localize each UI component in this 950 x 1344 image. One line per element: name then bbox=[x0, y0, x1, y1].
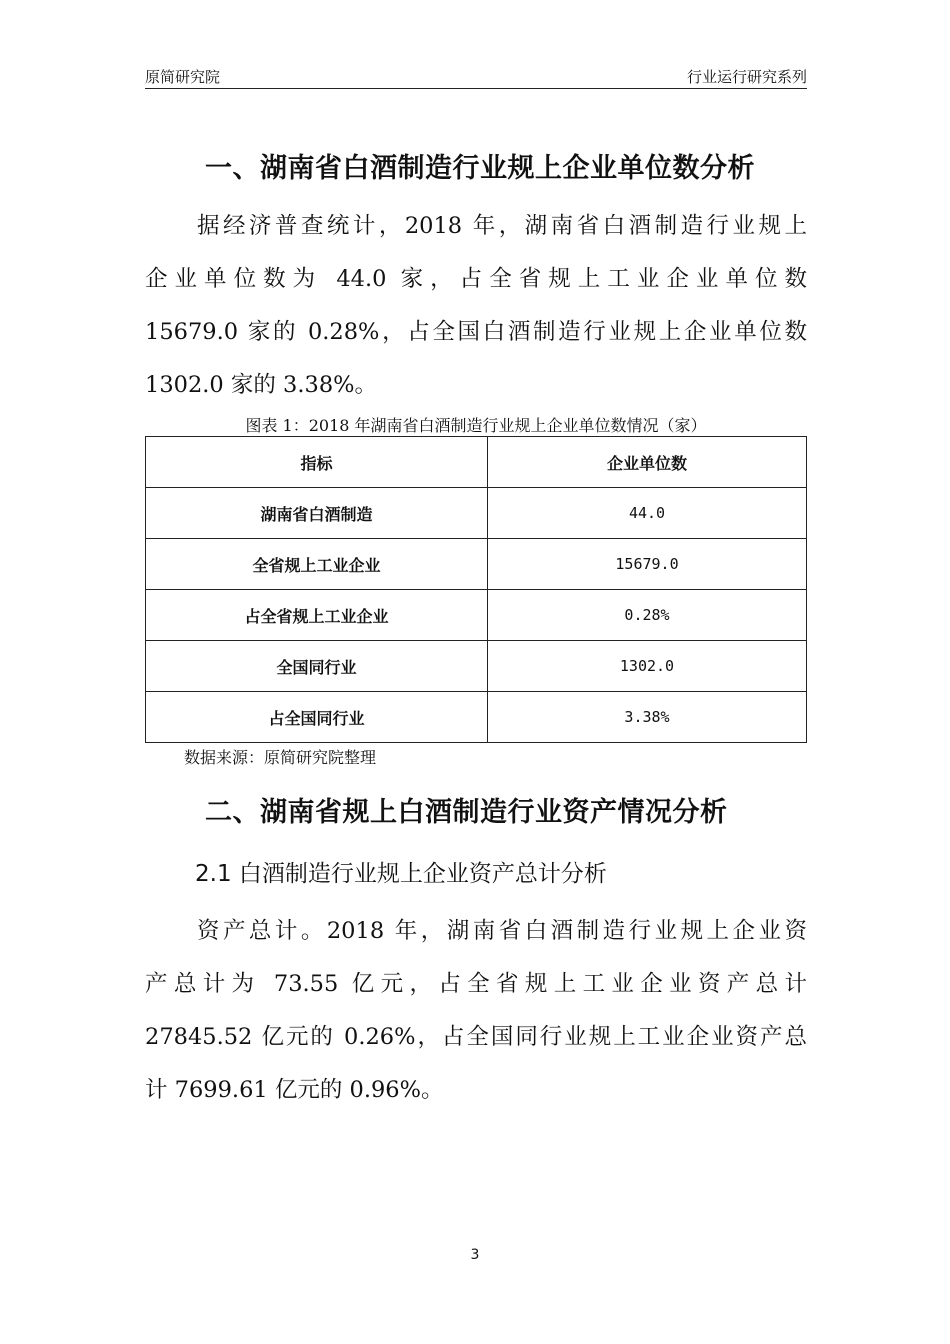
indicator-cell: 湖南省白酒制造 bbox=[146, 488, 488, 539]
column-header-count: 企业单位数 bbox=[488, 437, 807, 488]
paragraph-line: 产总计为 73.55 亿元，占全省规上工业企业资产总计 bbox=[145, 971, 807, 997]
page-number: 3 bbox=[470, 1247, 480, 1263]
header-org-name: 原简研究院 bbox=[145, 68, 221, 86]
section1-title: 一、湖南省白酒制造行业规上企业单位数分析 bbox=[205, 153, 755, 184]
paragraph-line: 企业单位数为 44.0 家，占全省规上工业企业单位数 bbox=[145, 266, 807, 292]
value-cell: 15679.0 bbox=[488, 539, 807, 590]
table-row bbox=[146, 641, 807, 692]
table-row bbox=[146, 539, 807, 590]
indicator-cell: 占全国同行业 bbox=[146, 692, 488, 743]
section2-paragraph bbox=[145, 905, 807, 1117]
paragraph-line: 据经济普查统计，2018 年，湖南省白酒制造行业规上 bbox=[145, 213, 807, 239]
value-cell: 0.28% bbox=[488, 590, 807, 641]
table-row bbox=[146, 692, 807, 743]
section1-paragraph bbox=[145, 200, 807, 412]
table-header-row bbox=[146, 437, 807, 488]
value-cell: 44.0 bbox=[488, 488, 807, 539]
paragraph-line: 15679.0 家的 0.28%，占全国白酒制造行业规上企业单位数 bbox=[145, 319, 807, 345]
indicator-cell: 全国同行业 bbox=[146, 641, 488, 692]
page-header bbox=[145, 62, 807, 89]
value-cell: 1302.0 bbox=[488, 641, 807, 692]
table-source-note: 数据来源：原简研究院整理 bbox=[184, 748, 377, 767]
value-cell: 3.38% bbox=[488, 692, 807, 743]
column-header-indicator: 指标 bbox=[146, 437, 488, 488]
section2-subtitle: 2.1 白酒制造行业规上企业资产总计分析 bbox=[195, 861, 607, 887]
header-series-name: 行业运行研究系列 bbox=[686, 68, 807, 86]
paragraph-line: 1302.0 家的 3.38%。 bbox=[145, 372, 378, 398]
enterprise-count-table bbox=[145, 436, 807, 743]
table-row bbox=[146, 488, 807, 539]
indicator-cell: 全省规上工业企业 bbox=[146, 539, 488, 590]
paragraph-line: 计 7699.61 亿元的 0.96%。 bbox=[145, 1077, 444, 1103]
indicator-cell: 占全省规上工业企业 bbox=[146, 590, 488, 641]
paragraph-line: 27845.52 亿元的 0.26%，占全国同行业规上工业企业资产总 bbox=[145, 1024, 807, 1050]
paragraph-line: 资产总计。2018 年，湖南省白酒制造行业规上企业资 bbox=[145, 918, 807, 944]
section2-title: 二、湖南省规上白酒制造行业资产情况分析 bbox=[205, 797, 728, 828]
table-row bbox=[146, 590, 807, 641]
table-caption: 图表 1：2018 年湖南省白酒制造行业规上企业单位数情况（家） bbox=[245, 416, 707, 435]
